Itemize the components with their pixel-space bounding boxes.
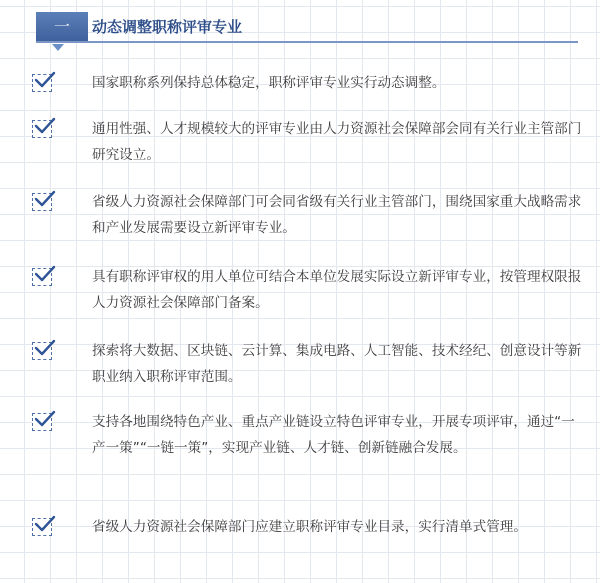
item-text: 省级人力资源社会保障部门应建立职称评审专业目录，实行清单式管理。 [92,519,527,535]
checkmark-icon [34,410,56,430]
checkmark-icon [34,117,56,137]
item-text: 省级人力资源社会保障部门可会同省级有关行业主管部门，围绕国家重大战略需求和产业发展需要设立新评审专业。 [92,194,582,236]
section-number: 一 [53,17,70,36]
checkmark-stroke [36,119,54,132]
checkmark-box-icon [32,413,52,431]
checkmark-box-icon [32,268,52,286]
checkmark-icon [34,515,56,535]
checkmark-box-icon [32,120,52,138]
checkmark-box-icon [32,342,52,360]
item-text: 通用性强、人才规模较大的评审专业由人力资源社会保障部会同有关行业主管部门研究设立。 [92,121,582,163]
checkmark-icon [34,339,56,359]
checkmark-box-icon [32,193,52,211]
item-text: 支持各地围绕特色产业、重点产业链设立特色评审专业，开展专项评审，通过“一产一策”“一链一策”，实现产业链、人才链、创新链融合发展。 [92,414,575,456]
checkmark-stroke [36,412,54,425]
checkmark-icon [34,265,56,285]
checkmark-stroke [36,73,54,86]
checkmark-stroke [36,517,54,530]
checkmark-stroke [36,192,54,205]
checkmark-stroke [36,267,54,280]
section-title: 动态调整职称评审专业 [92,18,243,36]
checkmark-stroke [36,341,54,354]
item-text: 探索将大数据、区块链、云计算、集成电路、人工智能、技术经纪、创意设计等新职业纳入职称评审范围。 [92,343,582,385]
item-text: 具有职称评审权的用人单位可结合本单位发展实际设立新评审专业，按管理权限报人力资源社会保障部门备案。 [92,269,582,311]
checkmark-box-icon [32,518,52,536]
item-text: 国家职称系列保持总体稳定，职称评审专业实行动态调整。 [92,75,446,91]
checkmark-box-icon [32,74,52,92]
checkmark-icon [34,71,56,91]
checkmark-icon [34,190,56,210]
